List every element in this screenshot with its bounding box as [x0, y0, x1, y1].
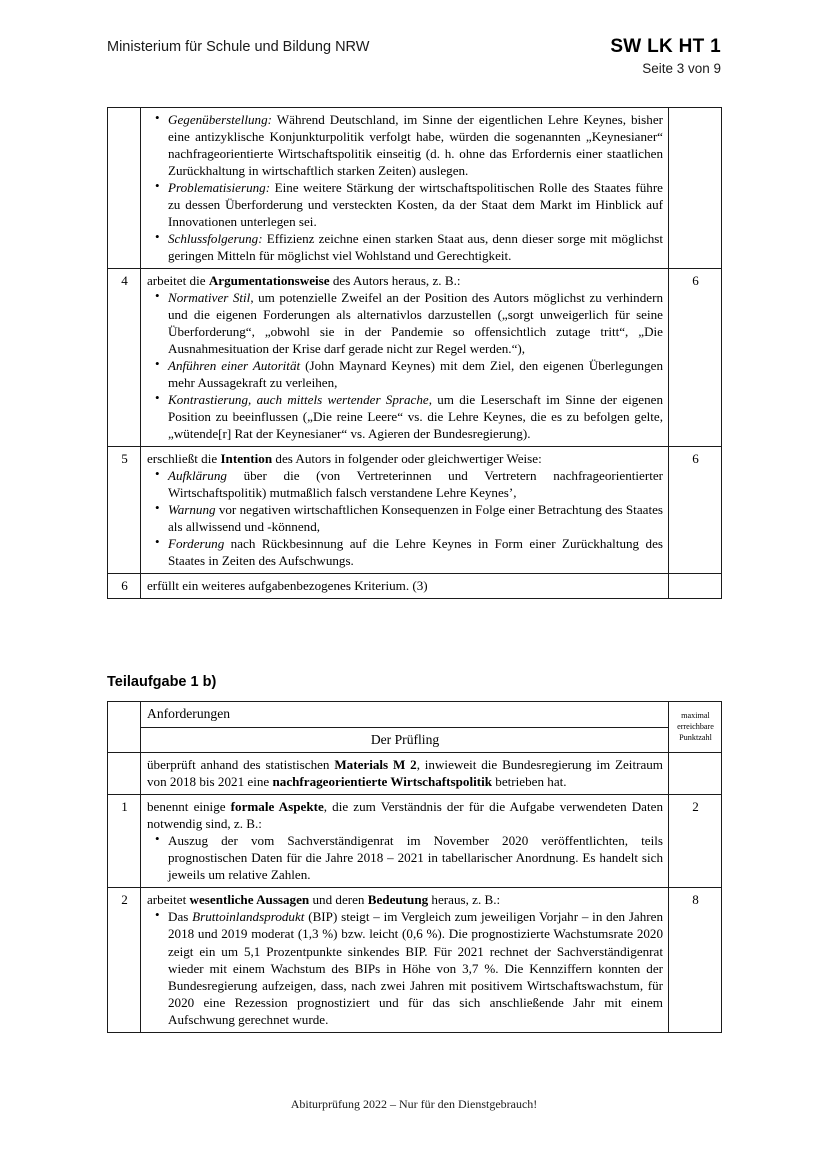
column-header-max-points	[669, 702, 722, 753]
max-points-line-1: maximal	[681, 710, 710, 720]
criterion-points: 8	[669, 888, 722, 1032]
exam-code: SW LK HT 1	[610, 36, 721, 57]
bullet-text: Das	[168, 909, 193, 925]
lead-part-bold: formale Aspekte	[230, 799, 324, 815]
lead-part: überprüft anhand des statistischen	[147, 757, 335, 773]
bullet-text: über die (von Vertreterinnen und Vertretern nachfrageorientierter Wirtschaftspolitik) mutmaßlich falsch verstandene Lehre Keynes’,	[168, 468, 663, 501]
criterion-number	[108, 108, 141, 269]
column-header-der-pruefling: Der Prüfling	[141, 727, 669, 753]
bullet-term: Bruttoinlandsprodukt	[192, 909, 305, 925]
criterion-number: 5	[108, 447, 141, 574]
max-points-line-2: erreichbare	[677, 722, 714, 732]
lead-post: des Autors heraus, z. B.:	[329, 273, 461, 289]
lead-part: , die zum Verständnis der für die Aufgabe verwendeten Daten notwendig sind, z. B.:	[147, 799, 663, 832]
table-row	[108, 888, 722, 1032]
table-row	[108, 447, 722, 574]
lead-pre: erschließt die	[147, 451, 221, 467]
criterion-text	[141, 753, 669, 795]
bullet-text: vor negativen wirtschaftlichen Konsequenzen in Folge einer Betrachtung des Staates als allwissend und -könnend,	[168, 502, 663, 535]
bullet-term: Forderung	[168, 536, 225, 552]
criterion-number: 4	[108, 269, 141, 447]
criterion-points: 6	[669, 269, 722, 447]
bullet-text: , um potenzielle Zweifel an der Position des Autors möglichst zu verhindern und die eigenen Forderungen als alternativlos darzustellen („sorgt unweigerlich für seine Überforderung“, „obwohl sie in der Pandemie so offensichtlich zutage tritt“, „Die Ausnahmesituation der Krise darf gerade nicht zur Regel werden.“),	[168, 290, 663, 357]
list-item	[168, 391, 663, 442]
header-blank-cell-2	[108, 727, 141, 753]
lead-part: , inwieweit die Bundesregierung im Zeitraum von 2018 bis 2021 eine	[147, 757, 663, 790]
bullet-text: Auszug der vom Sachverständigenrat im November 2020 veröffentlichten, teils prognostischen Daten für die Jahre 2018 – 2021 in tabellarischer Anordnung. Es handelt sich jeweils um relative Zahlen.	[168, 833, 663, 883]
page-number-label: Seite 3 von 9	[642, 60, 721, 76]
table-row	[108, 108, 722, 269]
criterion-number: 2	[108, 888, 141, 1032]
section-heading-teilaufgabe-1b: Teilaufgabe 1 b)	[107, 674, 217, 690]
table-row	[108, 269, 722, 447]
criterion-lead	[147, 272, 663, 289]
bullet-term: Warnung	[168, 502, 216, 518]
list-item	[168, 289, 663, 357]
criterion-lead	[147, 756, 663, 790]
bullet-term: Problematisierung:	[168, 180, 271, 196]
list-item	[168, 832, 663, 883]
criterion-text	[141, 888, 669, 1032]
criteria-table-b-body	[108, 702, 722, 1033]
list-item	[168, 908, 663, 1027]
lead-part-bold: nachfrageorientierte Wirtschaftspolitik	[272, 774, 493, 790]
list-item	[168, 179, 663, 230]
bullet-list	[147, 832, 663, 883]
criterion-points	[669, 574, 722, 599]
lead-part: heraus, z. B.:	[428, 892, 501, 908]
lead-part: arbeitet	[147, 892, 190, 908]
lead-part-bold: wesentliche Aussagen	[189, 892, 310, 908]
bullet-text: (John Maynard Keynes) mit dem Ziel, den eigenen Überlegungen mehr Aussagekraft zu verleihen,	[168, 358, 663, 391]
list-item	[168, 467, 663, 501]
criterion-points: 6	[669, 447, 722, 574]
lead-part: betrieben hat.	[492, 774, 567, 790]
criterion-number: 1	[108, 795, 141, 888]
page-footer: Abiturprüfung 2022 – Nur für den Dienstgebrauch!	[290, 1097, 538, 1111]
list-item	[168, 501, 663, 535]
header-right-block	[610, 36, 721, 76]
criteria-table-a-body	[108, 108, 722, 599]
criterion-number	[108, 753, 141, 795]
criterion-text	[141, 795, 669, 888]
lead-bold: Argumentationsweise	[208, 273, 330, 289]
table-header-row	[108, 702, 722, 728]
criteria-table-b	[107, 701, 722, 1033]
bullet-text: , um die Leserschaft im Sinne der eigenen Position zu beeinflussen („Die reine Leere“ vs. die Lehre Keynes, die es zu befolgen gelte, „wütende[r] Rat der Keynesianer“ vs. Agieren der Bundesregierung).	[168, 392, 663, 442]
bullet-text: nach Rückbesinnung auf die Lehre Keynes in Form einer Zurückhaltung des Staates in Zeiten des Aufschwungs.	[168, 536, 663, 569]
list-item	[168, 230, 663, 264]
lead-part: benennt einige	[147, 799, 231, 815]
header-blank-cell	[108, 702, 141, 728]
criteria-table-a	[107, 107, 722, 599]
bullet-term: Kontrastierung, auch mittels wertender Sprache	[168, 392, 429, 408]
bullet-term: Gegenüberstellung:	[168, 112, 272, 127]
bullet-text: Effizienz zeichne einen starken Staat aus, denn dieser sorge mit möglichst geringen Mitteln für möglichst viel Wohlstand und Gerechtigkeit.	[168, 231, 663, 264]
bullet-term: Aufklärung	[168, 468, 227, 484]
bullet-text: (BIP) steigt – im Vergleich zum jeweiligen Vorjahr – in den Jahren 2018 und 2019 moderat (1,3 %) bzw. leicht (0,6 %). Die prognostizierte Wachstumsrate 2020 zeigt ein um 5,1 Prozentpunkte sinkendes BIP. Für 2021 rechnet der Sachverständigenrat wieder mit einem Wachstum des BIPs in Höhe von 3,7 %. Die Kennziffern konnten der Bundesregierung aufzeigen, dass, nach zwei Jahren mit positivem Wirtschaftswachstum, für 2020 eine Rezession prognostiziert und für das sich anschließende Jahr mit einem Aufschwung gerechnet wurde.	[168, 909, 664, 1027]
list-item	[168, 357, 663, 391]
table-header-row-2	[108, 727, 722, 753]
bullet-list	[147, 289, 663, 442]
criterion-text	[141, 108, 669, 269]
bullet-term: Normativer Stil	[168, 290, 251, 306]
bullet-list	[147, 467, 663, 569]
criterion-lead	[147, 450, 663, 467]
max-points-line-3: Punktzahl	[679, 733, 712, 743]
lead-pre: arbeitet die	[147, 273, 209, 289]
column-header-anforderungen: Anforderungen	[141, 702, 669, 728]
table-row	[108, 574, 722, 599]
bullet-list	[147, 111, 663, 264]
criterion-lead: erfüllt ein weiteres aufgabenbezogenes Kriterium. (3)	[147, 578, 428, 594]
bullet-term: Schlussfolgerung:	[168, 231, 263, 247]
bullet-text: Eine weitere Stärkung der wirtschaftspolitischen Rolle des Staates führe zu dessen Überforderung und versteckten Kosten, da der Staat dem Markt im Hinblick auf Innovationen unterlegen sei.	[168, 180, 663, 230]
criterion-text	[141, 574, 669, 599]
criterion-number: 6	[108, 574, 141, 599]
lead-part: und deren	[309, 892, 368, 908]
lead-part-bold: Bedeutung	[367, 892, 429, 908]
list-item	[168, 535, 663, 569]
criterion-text	[141, 269, 669, 447]
criterion-text	[141, 447, 669, 574]
list-item	[168, 111, 663, 179]
lead-bold: Intention	[220, 451, 273, 467]
lead-part-bold: Materials M 2	[334, 757, 417, 773]
criterion-points	[669, 108, 722, 269]
page-header	[107, 36, 721, 76]
ministry-name: Ministerium für Schule und Bildung NRW	[107, 39, 370, 55]
table-row	[108, 753, 722, 795]
criterion-points: 2	[669, 795, 722, 888]
table-row	[108, 795, 722, 888]
criterion-lead	[147, 798, 663, 832]
criterion-lead	[147, 891, 663, 908]
lead-post: des Autors in folgender oder gleichwertiger Weise:	[272, 451, 542, 467]
criterion-points	[669, 753, 722, 795]
bullet-text: Während Deutschland, im Sinne der eigentlichen Lehre Keynes, bisher eine antizyklische Konjunkturpolitik verfolgt habe, würden die sogenannten „Keynesianer“ nachfrageorientierte Wirtschaftspolitik einseitig (d. h. ohne das Erfordernis einer staatlichen Zurückhaltung in wirtschaftlich starken Zeiten) auslegen.	[168, 112, 663, 179]
bullet-term: Anführen einer Autorität	[168, 358, 301, 374]
bullet-list	[147, 908, 663, 1027]
